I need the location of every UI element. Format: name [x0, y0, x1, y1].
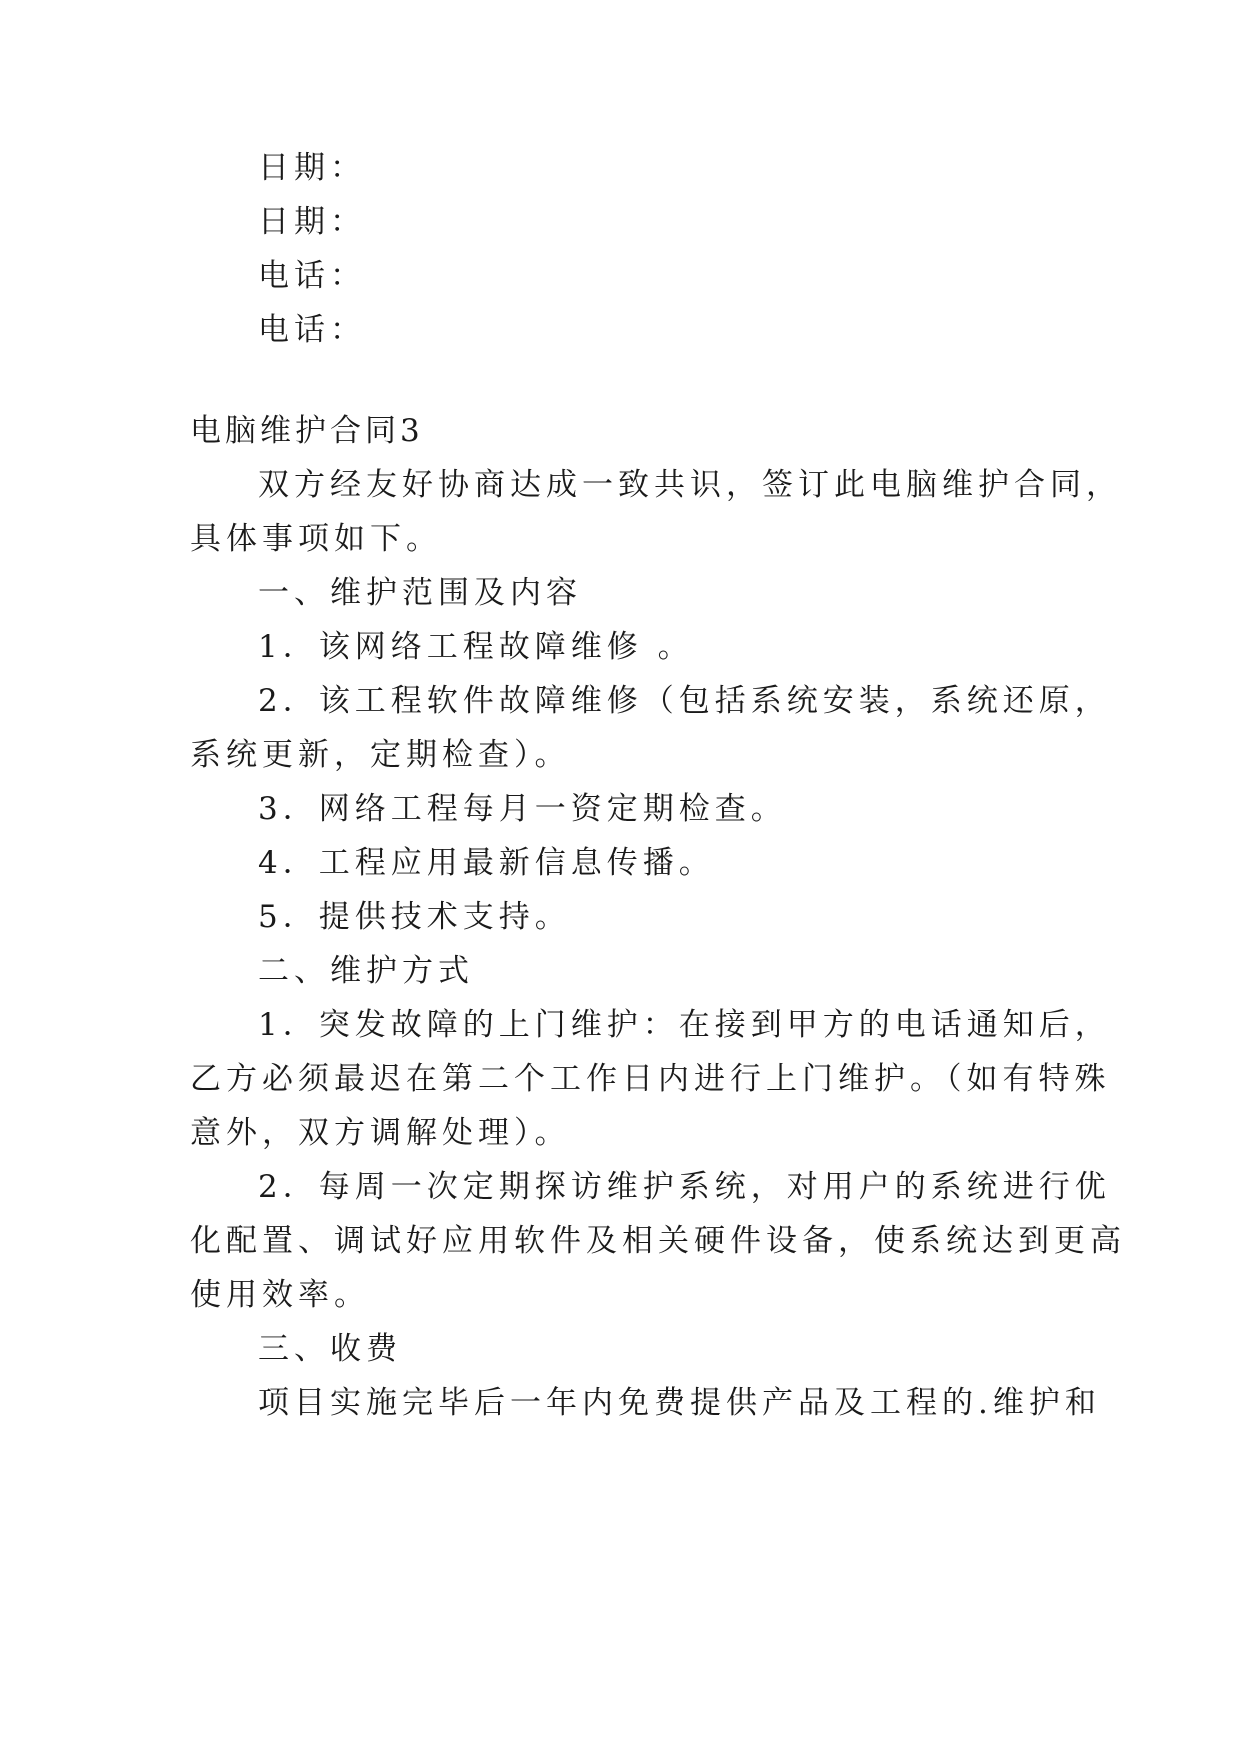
- part1-item-2-line-2: 系统更新，定期检查）。: [190, 737, 571, 773]
- part2-item-2-line-2: 化配置、调试好应用软件及相关硬件设备，使系统达到更高: [190, 1223, 1126, 1259]
- part3-heading: 三、收费: [258, 1331, 402, 1367]
- part1-item-1: 1．该网络工程故障维修 。: [258, 629, 694, 665]
- part2-item-1-line-3: 意外，双方调解处理）。: [190, 1115, 571, 1151]
- part2-item-1-line-1: 1．突发故障的上门维护：在接到甲方的电话通知后，: [258, 1007, 1111, 1043]
- intro-line-2: 具体事项如下。: [190, 521, 442, 557]
- section-title: 电脑维护合同3: [190, 413, 424, 449]
- part2-item-2-line-3: 使用效率。: [190, 1277, 370, 1313]
- part2-item-1-line-2: 乙方必须最迟在第二个工作日内进行上门维护。（如有特殊: [190, 1061, 1111, 1097]
- part2-heading: 二、维护方式: [258, 953, 474, 989]
- part1-item-2-line-1: 2．该工程软件故障维修（包括系统安装，系统还原，: [258, 683, 1111, 719]
- signature-phone-label-2: 电话：: [258, 312, 366, 348]
- intro-line-1: 双方经友好协商达成一致共识，签订此电脑维护合同，: [258, 467, 1122, 503]
- part2-item-2-line-1: 2．每周一次定期探访维护系统，对用户的系统进行优: [258, 1169, 1111, 1205]
- signature-date-label-1: 日期：: [258, 150, 366, 186]
- signature-date-label-2: 日期：: [258, 204, 366, 240]
- part1-item-5: 5．提供技术支持。: [258, 899, 571, 935]
- part1-heading: 一、维护范围及内容: [258, 575, 582, 611]
- part3-line-1: 项目实施完毕后一年内免费提供产品及工程的.维护和: [258, 1385, 1101, 1421]
- part1-item-4: 4．工程应用最新信息传播。: [258, 845, 715, 881]
- part1-item-3: 3．网络工程每月一资定期检查。: [258, 791, 787, 827]
- signature-phone-label-1: 电话：: [258, 258, 366, 294]
